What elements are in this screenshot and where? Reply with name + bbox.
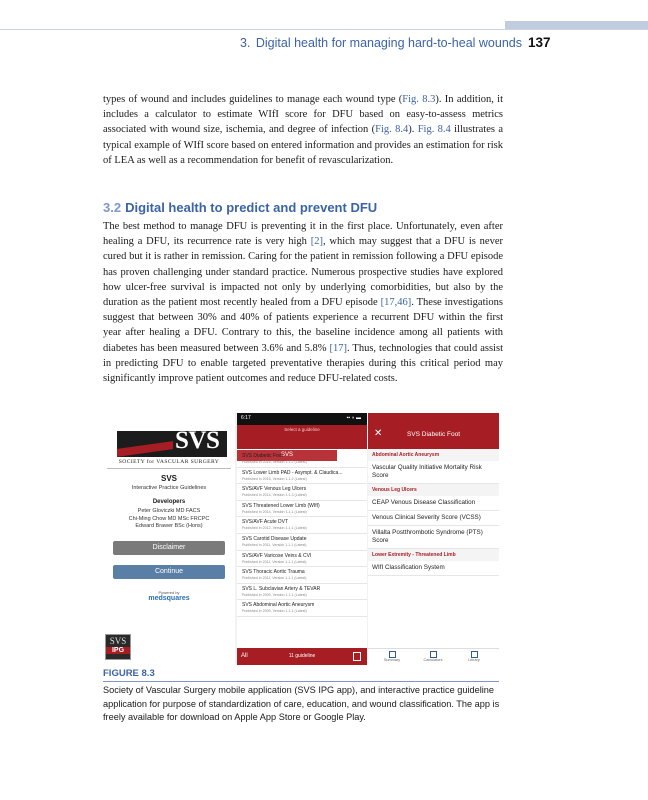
disclaimer-button[interactable]: Disclaimer [113,541,225,555]
list-item[interactable]: WIfI Classification System [368,561,499,576]
screen-title: SVS Diabetic Foot [406,431,461,438]
guideline-meta: Published in 2011, Version 1.1.1 (Latest) [242,542,307,547]
guideline-meta: Published in 2014, Version 1.1.1 (Latest) [242,509,307,514]
citation-ref[interactable]: [17,46] [380,297,412,309]
select-prompt: Select a guideline [284,427,320,432]
section-header: Lower Extremity - Threatened Limb [368,549,499,561]
list-item[interactable]: Venous Clinical Severity Score (VCSS) [368,511,499,526]
p1-text-2: ). In addition, it includes a calculator to estimate WIfI score for DFU based on easy-to-assess metrics associated with wound size, ischemia, and degree of infection ( [103,94,503,136]
figure-ref[interactable]: Fig. 8.4 [375,124,409,136]
guideline-name: SVS Diabetic Foot [242,453,283,459]
divider [107,468,231,469]
p1-text-4: illustrates a typical example of WIfI score based on entered information and provides an estimation for risk of LEA as well as a recommendation for benefit of revascularization. [103,124,503,166]
developer-name: Edward Brawer BSc (Hons) [135,523,203,529]
page-number: 137 [528,35,551,50]
p2-text-3: . These investigations suggest that between 30% and 40% of patients experience a recurrent DFU within the first year after healing a DFU. Contrary to this, the baseline incidence among all patients with diabetes has been measured between 3.6% and 5.8% [103,297,503,354]
guideline-list-screen [237,413,367,665]
guideline-meta: Published in 2009, Version 1.1.1 (Latest) [242,592,307,597]
list-item[interactable] [237,468,367,485]
list-item[interactable] [237,517,367,534]
figure-label: FIGURE 8.3 [103,668,155,679]
guideline-name: SVS Abdominal Aortic Aneurysm [242,602,315,609]
p2-text-4: . Thus, technologies that could assist in predicting DFU to enable targeted preventative therapies during this critical period may significantly improve patient outcomes and reduce DFU-related costs. [103,342,503,385]
list-item[interactable] [237,451,367,468]
status-bar [368,413,499,425]
tab-label: Library [468,658,480,662]
guideline-name: SVS Thoracic Aortic Trauma [242,569,305,576]
citation-ref[interactable]: [2] [310,236,323,248]
svs-ipg-app-icon [105,634,131,660]
list-item[interactable] [237,484,367,501]
medsquares-logo: medsquares [148,595,190,602]
graduation-cap-icon [471,651,478,658]
guideline-meta: Published in 2016, Version 1.1.2 (Latest) [242,460,307,464]
chapter-title: Digital health for managing hard-to-heal wounds [255,36,522,50]
p1-text-3: ). [408,124,418,136]
developer-list [103,508,235,531]
list-item[interactable] [237,551,367,568]
app-title: SVS [160,474,177,483]
tab-library[interactable] [454,651,494,662]
chapter-number: 3. [239,36,251,50]
header-rule [0,29,648,30]
list-footer [237,648,367,665]
guideline-name: SVS Carotid Disease Update [242,535,307,542]
calculator-icon[interactable] [353,652,361,661]
figure-8-3 [103,413,499,665]
list-item[interactable]: Vascular Quality Initiative Mortality Risk Score [368,461,499,484]
signal-battery-icon: ▪▪ ◗ ▬ [346,415,361,421]
developers-label: Developers [152,499,186,505]
continue-button[interactable]: Continue [113,565,225,579]
filter-all-button[interactable]: All [241,653,248,659]
society-name: SOCIETY for VASCULAR SURGERY [118,459,220,465]
guideline-meta: Published in 2011, Version 1.1.1 (Latest) [242,576,307,581]
guideline-name: SVS Lower Limb PAD - Asympt. & Claudica... [242,469,343,476]
list-item[interactable] [237,501,367,518]
list-item[interactable]: Villalta Postthrombotic Syndrome (PTS) Score [368,526,499,549]
ipg-icon-top: SVS [109,636,127,646]
paragraph-2 [103,219,503,386]
developer-name: Chi-Ming Chow MD MSc FRCPC [128,515,210,522]
screen-header [368,425,499,449]
tab-summary[interactable] [372,651,412,662]
paragraph-1 [103,92,503,168]
figure-ref[interactable]: Fig. 8.4 [417,124,451,136]
section-title: Digital health to predict and prevent DFU [125,200,378,215]
tab-about[interactable]: About [344,452,360,458]
status-time: 6:17 [241,415,251,421]
section-heading [103,200,377,215]
guideline-meta: Published in 2009, Version 1.1.1 (Latest) [242,609,307,614]
figure-rule [103,681,499,682]
p2-text-1: The best method to manage DFU is preventing it in the first place. Unfortunately, even after healing a DFU, its recurrence rate is very high [103,221,503,248]
list-item[interactable] [237,567,367,584]
guideline-meta: Published in 2012, Version 1.1.1 (Latest) [242,526,307,531]
svs-logo-text: SVS [175,427,220,454]
p2-text-2: , which may suggest that a DFU is never cured but it is rather in remission. Caring for the patient in remission following a DFU episode has proven challenging under standard practice. Numerous prospective studies have explored how ulcer-free survival is impacted not only by underlying comorbidities, but also by the duration as the patient most recently healed from a DFU episode [103,236,503,309]
tab-label: Summary [383,658,401,662]
app-subtitle: Interactive Practice Guidelines [131,485,207,491]
status-bar [237,413,367,425]
list-item[interactable] [237,584,367,601]
guideline-list [237,451,367,617]
list-item[interactable]: CEAP Venous Disease Classification [368,496,499,511]
p1-text-1: types of wound and includes guidelines to manage each wound type ( [103,94,403,105]
powered-by-label: Powered by [158,590,180,595]
app-splash-screen [103,413,235,665]
guideline-meta: Published in 2014, Version 1.1.3 (Latest) [242,493,307,498]
guideline-meta: Published in 2011, Version 1.1.1 (Latest) [242,559,307,564]
section-header: Abdominal Aortic Aneurysm [368,449,499,461]
tab-label: Calculators [423,658,443,662]
ipg-icon-bottom: IPG [106,647,130,654]
diabetic-foot-screen [368,413,499,665]
tab-svs[interactable]: SVS [237,450,337,461]
guideline-name: SVS/AVF Varicose Veins & CVI [242,552,312,559]
figure-caption: Society of Vascular Surgery mobile application (SVS IPG app), and interactive practice guideline application for purpose of standardization of care, education, and wound classification. The app is freely available for download on Apple App Store or Google Play. [103,685,500,722]
guideline-name: SVS L. Subclavian Artery & TEVAR [242,585,321,592]
section-number: 3.2 [103,200,122,215]
developer-name: Peter Gloviczki MD FACS [137,508,201,514]
guideline-name: SVS/AVF Venous Leg Ulcers [242,486,307,493]
calculator-list [368,449,499,576]
calculator-icon [430,651,437,658]
guideline-name: SVS/AVF Acute DVT [242,519,289,526]
summary-icon [389,651,396,658]
figure-ref[interactable]: Fig. 8.3 [402,94,436,105]
guideline-count: 11 guideline [288,653,316,659]
list-item[interactable] [237,600,367,617]
close-icon[interactable]: ✕ [374,428,383,439]
citation-ref[interactable]: [17] [329,342,347,354]
tab-calculators[interactable] [413,651,453,662]
tab-bar [368,648,499,665]
list-item[interactable] [237,534,367,551]
running-head [0,36,522,50]
guideline-meta: Published in 2015, Version 1.1.2 (Latest) [242,476,307,481]
guideline-name: SVS Threatened Lower Limb (WIfI) [242,502,320,509]
section-header: Venous Leg Ulcers [368,484,499,496]
